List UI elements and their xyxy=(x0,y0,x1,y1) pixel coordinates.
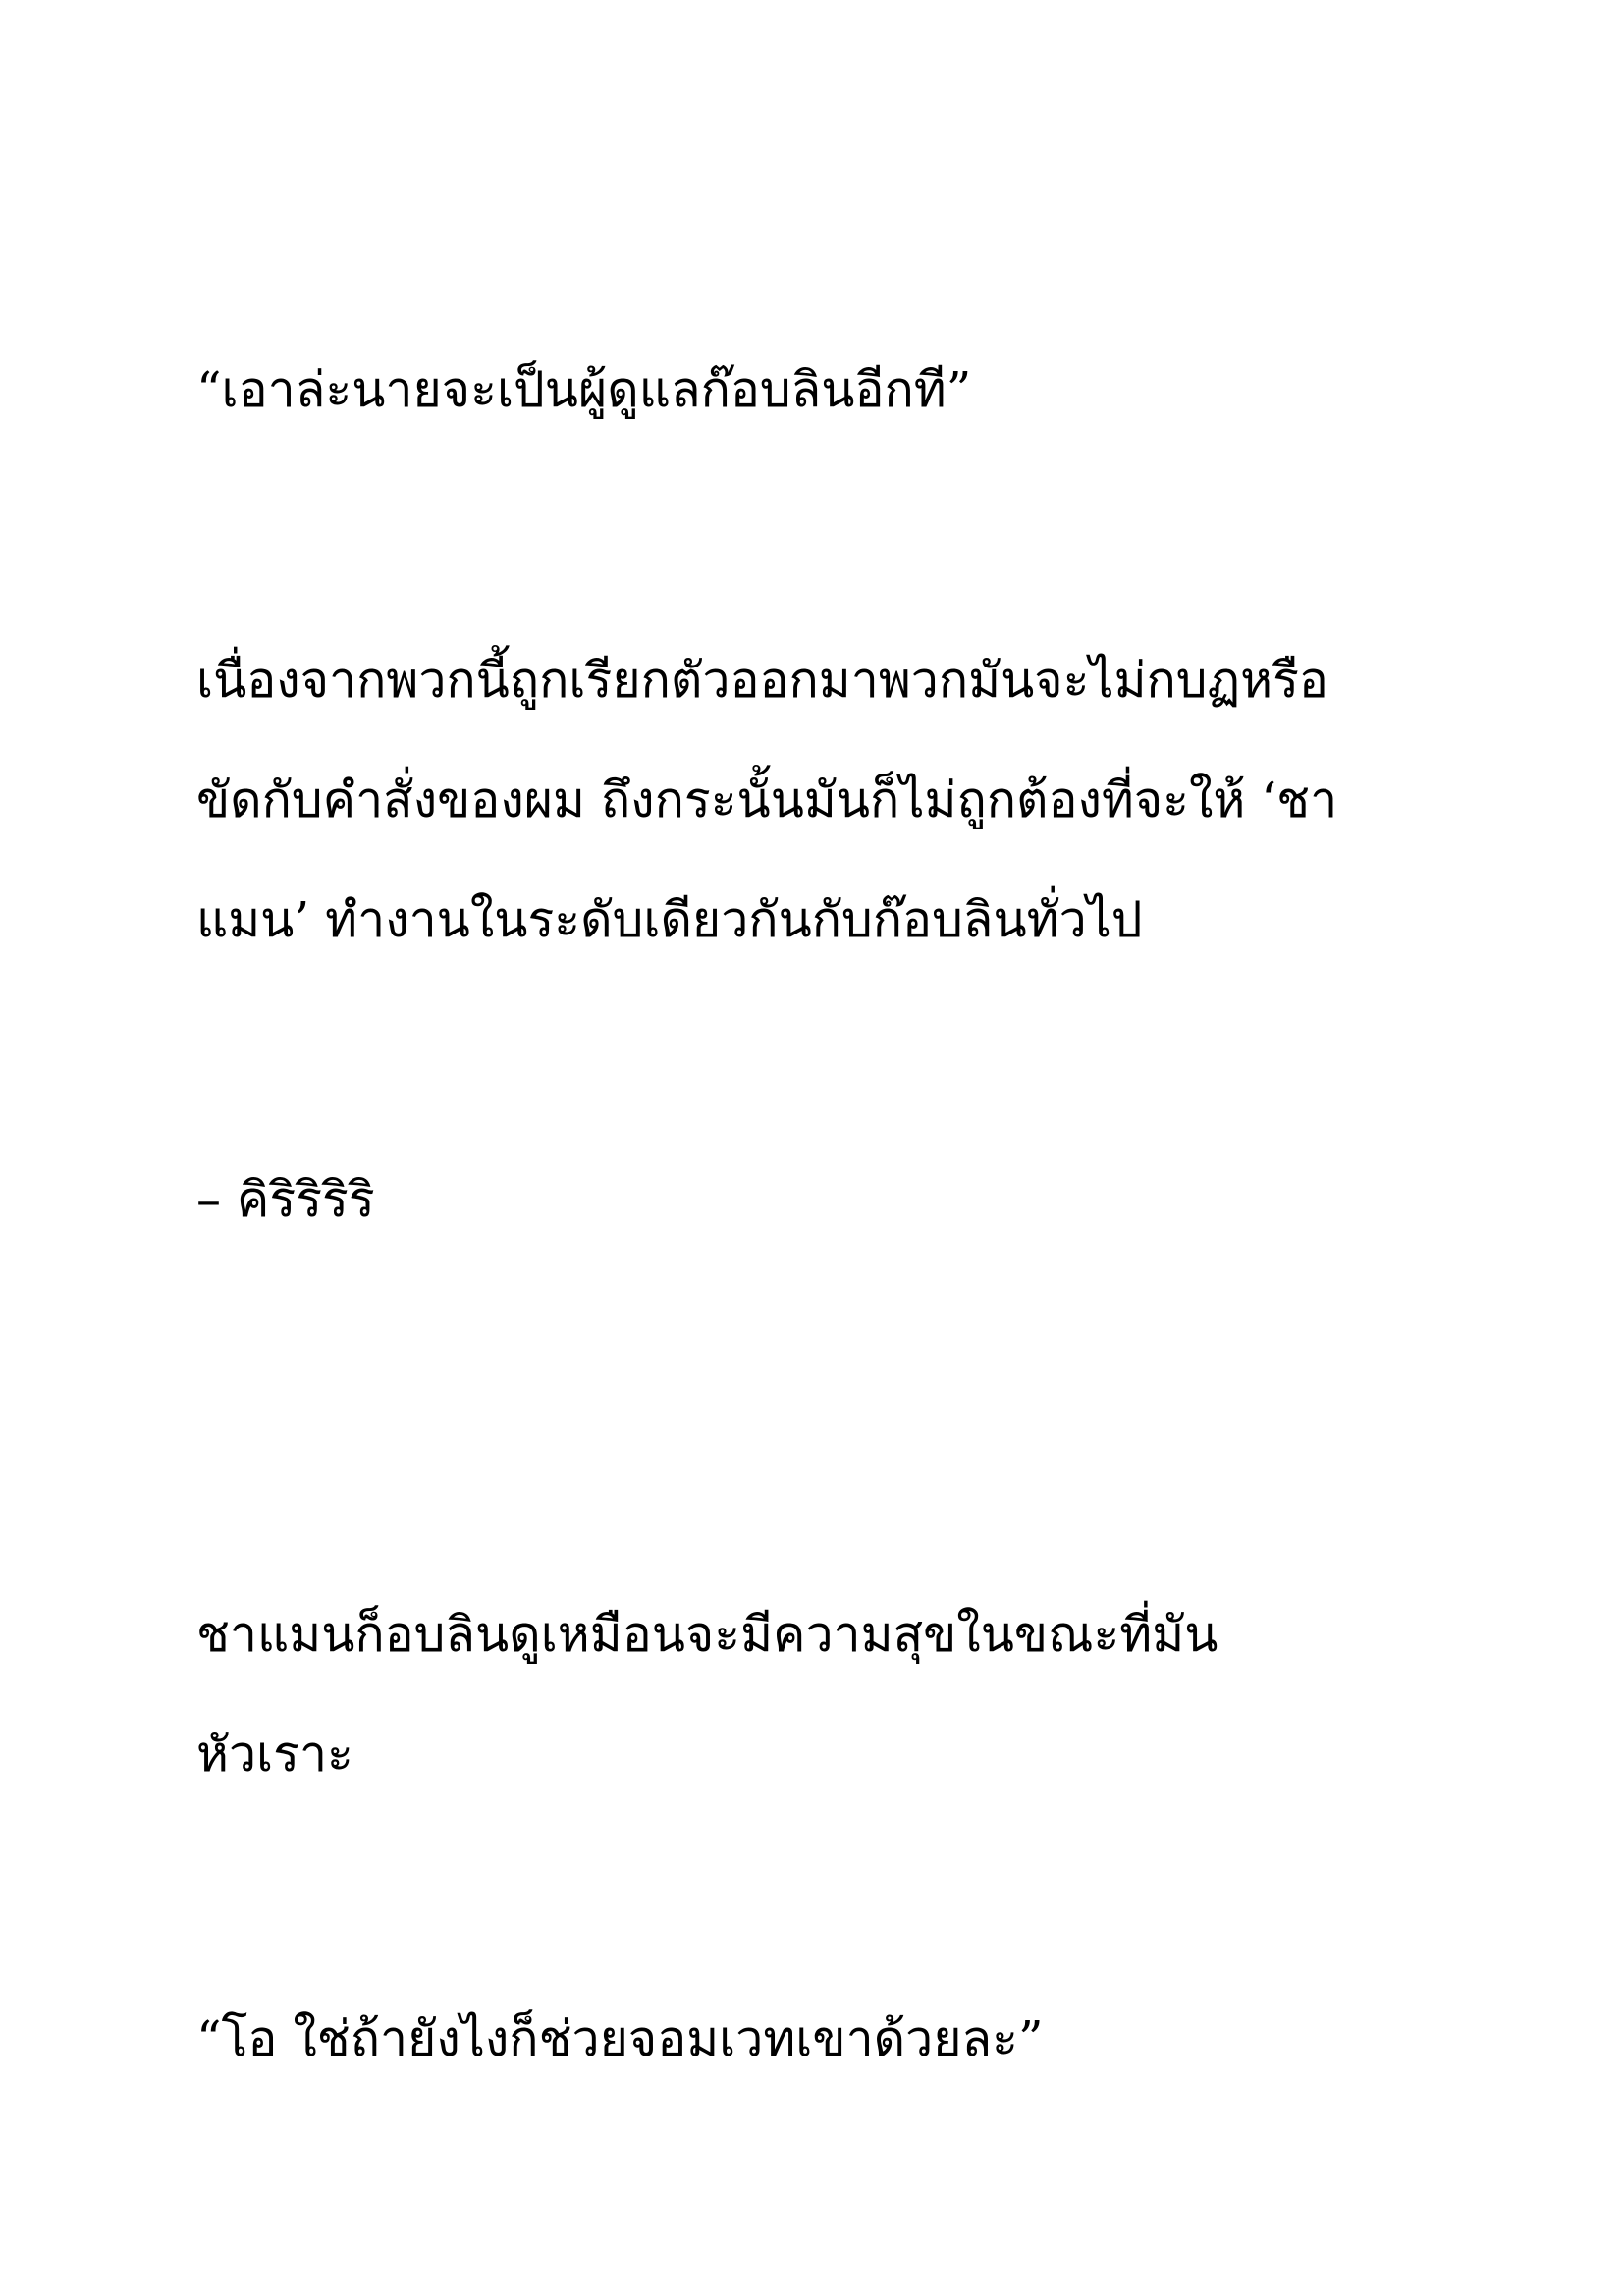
dialogue-line: “โอ ใช่ถ้ายังไงก็ช่วยจอมเวทเขาด้วยละ” xyxy=(196,2010,1044,2067)
paragraph-line: เนื่องจากพวกนี้ถูกเรียกตัวออกมาพวกมันจะไม่กบฏหรือ xyxy=(196,652,1328,709)
dialogue-line: “เอาล่ะนายจะเป็นผู้ดูแลก๊อบลินอีกที” xyxy=(196,361,972,418)
paragraph-line: ชาแมนก็อบลินดูเหมือนจะมีความสุขในขณะที่มัน xyxy=(196,1606,1218,1663)
paragraph-line: ขัดกับคำสั่งของผม ถึงกระนั้นมันก็ไม่ถูกต้องที่จะให้ ‘ชา xyxy=(196,772,1338,828)
paragraph-line: แมน’ ทำงานในระดับเดียวกันกับก๊อบลินทั่วไป xyxy=(196,891,1143,948)
sound-effect-line: – คิริริริริ xyxy=(196,1171,375,1228)
paragraph-line: หัวเราะ xyxy=(196,1726,353,1783)
